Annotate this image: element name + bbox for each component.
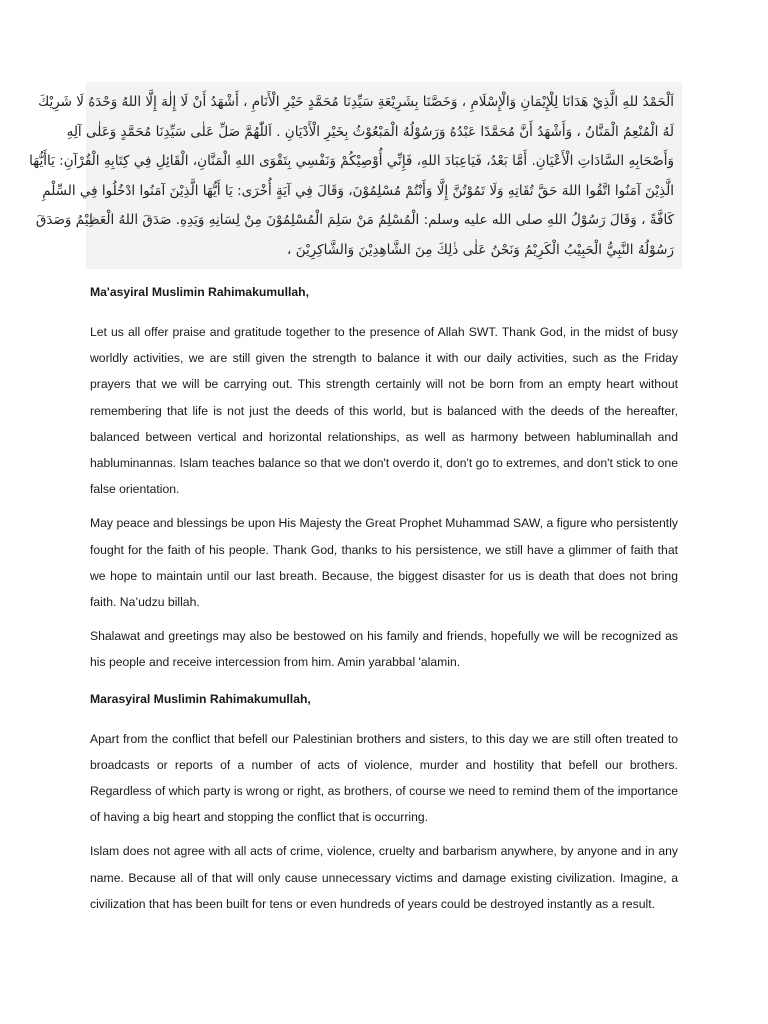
paragraph-4: Apart from the conflict that befell our Palestinian brothers and sisters, to this day we are still often treated to broadcasts or reports of a number of acts of violence, murder and hostility that befell our brothers. Regardless of which party is wrong or right, as brothers, of course we need to remind them of the importance of having a big heart and stopping the conflict that is occurring. — [90, 731, 678, 825]
arabic-line-3: وَأَصْحَابِهِ السَّادَاتِ الْأَعْيَانِ. أَمَّا بَعْدُ، فَيَاعِبَادَ اللهِ، فَإِنِّي أُوْصِيْكُمْ وَنَفْسِي بِتَقْوَى اللهِ الْمَنَّانِ، الْقَائِلِ فِي كِتَابِهِ الْقُرْآنِ: يَاأَيُّهَا — [29, 153, 674, 169]
arabic-opening-block — [29, 82, 682, 269]
paragraph-5: Islam does not agree with all acts of crime, violence, cruelty and barbarism anywhere, by anyone and in any name. Because all of that will only cause unnecessary victims and damage existing civilization. Imagine, a civilization that has been built for tens or even hundreds of years could be destroyed instantly as a result. — [90, 844, 678, 911]
arabic-line-5: كَافَّةً ، وَقَالَ رَسُوْلُ اللهِ صلى الله عليه وسلم: الْمُسْلِمُ مَنْ سَلِمَ الْمُسْلِمُوْنَ مِنْ لِسَانِهِ وَيَدِهِ. صَدَقَ اللهُ الْعَظِيْمُ وَصَدَقَ — [35, 212, 674, 228]
document-page — [29, 82, 678, 925]
arabic-line-2: لَهُ الْمُنْعِمُ الْمَنَّانُ ، وَأَشْهَدُ أَنَّ مُحَمَّدًا عَبْدُهُ وَرَسُوْلُهُ الْمَبْعُوْثُ بِخَيْرِ الْأَدْيَانِ . اَللّٰهُمَّ صَلِّ عَلٰى سَيِّدِنَا مُحَمَّدٍ وَعَلٰى آلِهِ — [66, 123, 674, 140]
section-heading-1: Ma'asyiral Muslimin Rahimakumullah, — [90, 285, 309, 299]
paragraph-2: May peace and blessings be upon His Majesty the Great Prophet Muhammad SAW, a figure who persistently fought for the faith of his people. Thank God, thanks to his persistence, we still have a glimmer of faith that we hope to maintain until our last breath. Because, the biggest disaster for us is death that does not bring faith. Na’udzu billah. — [90, 516, 678, 610]
arabic-line-1: اَلْحَمْدُ للهِ الَّذِيْ هَدَانَا لِلْإِيْمَانِ وَالْإِسْلَامِ ، وَخَصَّنَا بِشَرِيْعَةِ سَيِّدِنَا مُحَمَّدٍ خَيْرِ الْأَنَامِ ، أَشْهَدُ أَنْ لَا إِلٰهَ إِلَّا اللهُ وَحْدَهُ لَا شَرِيْكَ — [38, 94, 674, 110]
section-heading-2: Marasyiral Muslimin Rahimakumullah, — [90, 691, 311, 706]
arabic-line-6: رَسُوْلُهُ النَّبِيُّ الْحَبِيْبُ الْكَرِيْمُ وَنَحْنُ عَلٰى ذٰلِكَ مِنَ الشَّاهِدِيْنَ وَالشَّاكِرِيْنَ ، — [287, 241, 674, 258]
paragraph-1: Let us all offer praise and gratitude together to the presence of Allah SWT. Thank God, in the midst of busy worldly activities, we are still given the strength to balance it with our daily activities, such as the Friday prayers that we will be carrying out. This strength certainly will not be born from an empty heart without remembering that life is not just the deeds of this world, but is balanced with the deeds of the hereafter, balanced between vertical and horizontal relationships, as well as harmony between habluminallah and habluminannas. Islam teaches balance so that we don't overdo it, don't go to extremes, and don't stick to one false orientation. — [90, 325, 678, 497]
arabic-line-4: الَّذِيْنَ آمَنُوا اتَّقُوا اللهَ حَقَّ تُقَاتِهِ وَلَا تَمُوْتُنَّ إِلَّا وَأَنْتُمْ مُسْلِمُوْنَ، وَقَالَ فِي آيَةٍ أُخْرَى: يَا أَيُّهَا الَّذِيْنَ آمَنُوا ادْخُلُوا فِي السِّلْمِ — [42, 182, 674, 199]
paragraph-3: Shalawat and greetings may also be bestowed on his family and friends, hopefully we will be recognized as his people and receive intercession from him. Amin yarabbal 'alamin. — [90, 629, 678, 670]
